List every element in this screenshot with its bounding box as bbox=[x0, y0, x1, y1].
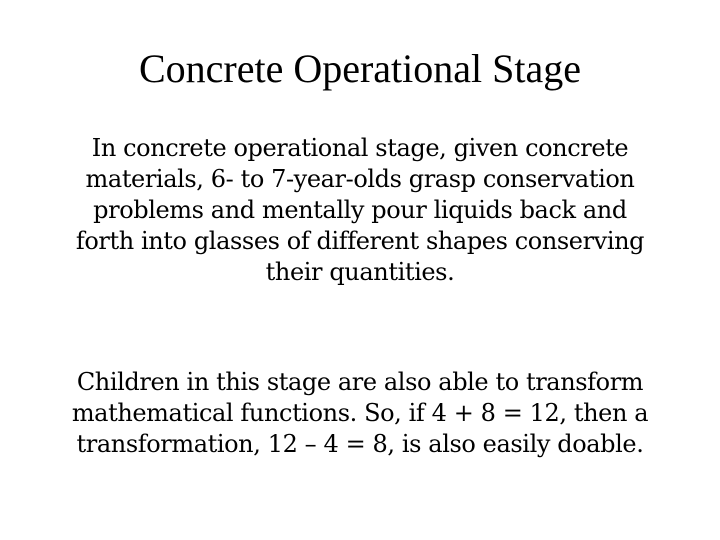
body-paragraph-conservation bbox=[50, 133, 670, 288]
body-paragraph-transformation bbox=[50, 367, 670, 460]
paragraph-line: forth into glasses of different shapes conserving bbox=[75, 227, 645, 255]
slide-title: Concrete Operational Stage bbox=[138, 46, 582, 91]
paragraph-line: Children in this stage are also able to transform bbox=[76, 368, 644, 396]
paragraph-line: mathematical functions. So, if 4 + 8 = 12, then a bbox=[71, 399, 649, 427]
paragraph-line: transformation, 12 – 4 = 8, is also easily doable. bbox=[76, 430, 644, 458]
paragraph-line: their quantities. bbox=[265, 258, 455, 286]
paragraph-line: problems and mentally pour liquids back and bbox=[93, 196, 627, 224]
paragraph-line: materials, 6- to 7-year-olds grasp conservation bbox=[85, 165, 635, 193]
paragraph-line: In concrete operational stage, given concrete bbox=[91, 134, 629, 162]
